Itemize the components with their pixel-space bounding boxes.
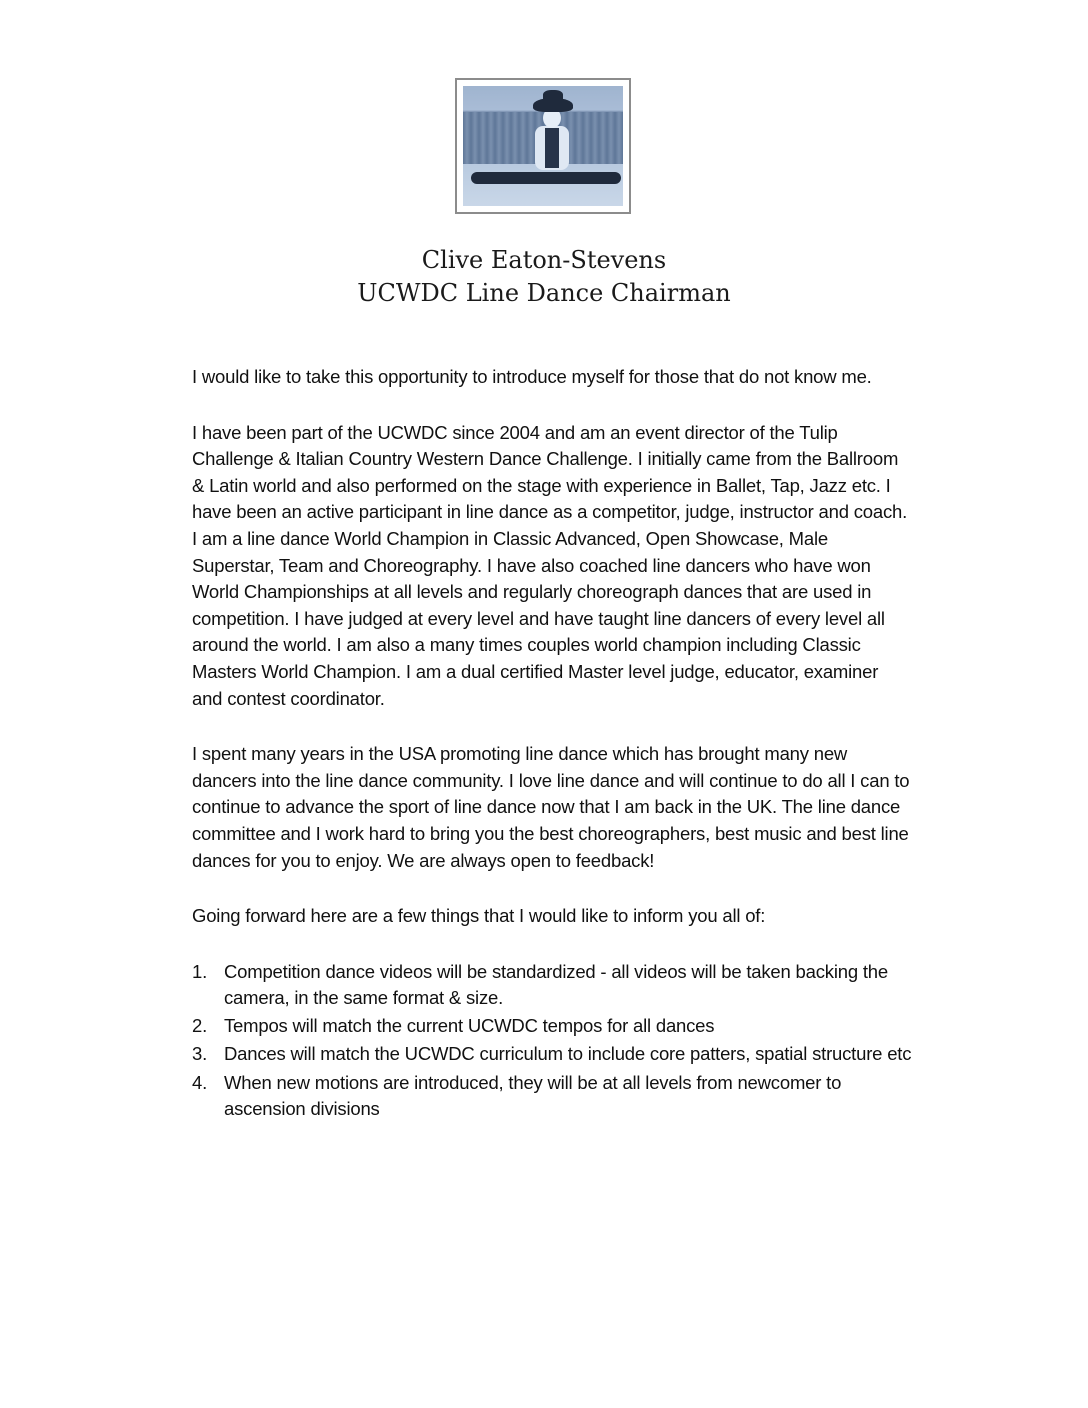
list-item: [192, 959, 912, 1012]
list-item: [192, 1070, 912, 1123]
profile-photo-frame: [455, 78, 631, 214]
list-number: 3.: [192, 1043, 208, 1065]
paragraph-intro: I would like to take this opportunity to introduce myself for those that do not know me.: [192, 366, 872, 387]
photo-cowboy-hat-crown: [543, 90, 563, 102]
list-text: Competition dance videos will be standardized - all videos will be taken backing the camera, in the same format & size.: [224, 960, 888, 1009]
person-name: Clive Eaton-Stevens: [421, 246, 667, 274]
photo-dancer-vest: [545, 128, 559, 168]
header: [0, 244, 1088, 310]
list-number: 2.: [192, 1015, 208, 1037]
photo-dancer-legs: [471, 172, 621, 184]
list-number: 4.: [192, 1071, 208, 1093]
paragraph-usa-experience: I spent many years in the USA promoting line dance which has brought many new dancers into the line dance community. I love line dance and will continue to do all I can to continue to advance the sport of line dance now that I am back in the UK. The line dance committee and I work hard to bring you the best choreographers, best music and best line dances for you to enjoy. We are always open to feedback!: [192, 743, 910, 871]
list-text: Tempos will match the current UCWDC tempos for all dances: [224, 1015, 715, 1037]
list-text: When new motions are introduced, they will be at all levels from newcomer to ascension divisions: [224, 1071, 842, 1120]
announcement-list: [192, 959, 912, 1123]
profile-photo: [463, 86, 623, 206]
paragraph-background: I have been part of the UCWDC since 2004 and am an event director of the Tulip Challenge & Italian Country Western Dance Challenge. I initially came from the Ballroom & Latin world and also performed on the stage with experience in Ballet, Tap, Jazz etc. I have been an active participant in line dance as a competitor, judge, instructor and coach. I am a line dance World Champion in Classic Advanced, Open Showcase, Male Superstar, Team and Choreography. I have also coached line dancers who have won World Championships at all levels and regularly choreograph dances that are used in competition. I have judged at every level and have taught line dancers of every level all around the world. I am also a many times couples world champion including Classic Masters World Champion. I am a dual certified Master level judge, educator, examiner and contest coordinator.: [192, 421, 908, 709]
paragraph-going-forward: Going forward here are a few things that I would like to inform you all of:: [192, 905, 766, 927]
list-item: [192, 1013, 912, 1040]
person-title: UCWDC Line Dance Chairman: [357, 279, 731, 307]
list-number: 1.: [192, 960, 208, 982]
letter-body: [192, 364, 912, 1124]
list-text: Dances will match the UCWDC curriculum to include core patters, spatial structure etc: [224, 1043, 912, 1065]
list-item: [192, 1041, 912, 1068]
